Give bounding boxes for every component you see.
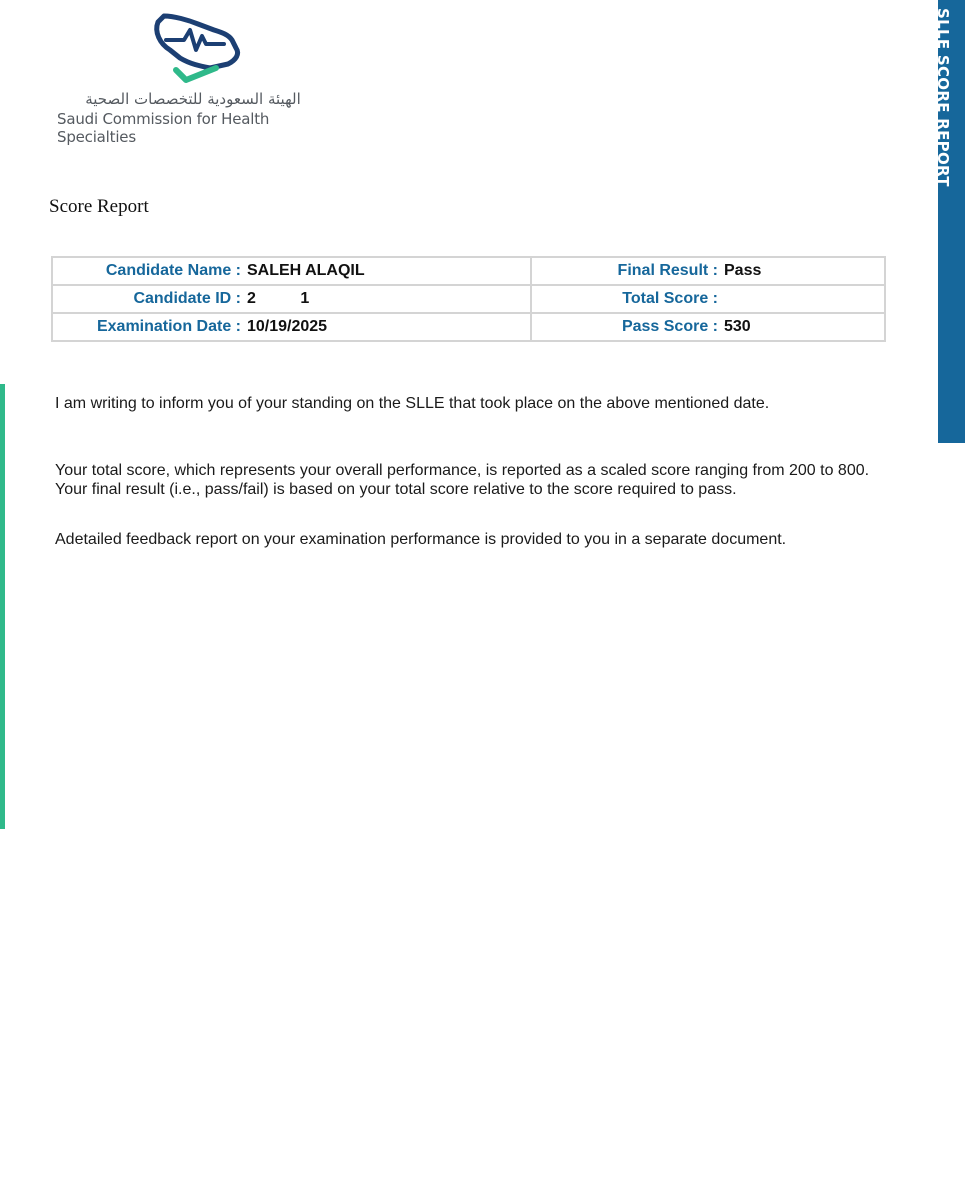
- candidate-id-value: 2 1: [247, 290, 310, 307]
- table-row: [52, 257, 885, 285]
- candidate-info-table: [51, 256, 886, 342]
- pass-score-label: Pass Score :: [621, 318, 718, 335]
- table-row: [52, 285, 885, 313]
- saudi-map-heartbeat-icon: [150, 10, 246, 90]
- exam-date-label: Examination Date :: [96, 318, 241, 335]
- page-title: Score Report: [49, 196, 149, 217]
- scfhs-logo: [52, 8, 342, 146]
- side-banner: [934, 0, 965, 443]
- pass-score-value: 530: [724, 318, 751, 335]
- final-result-value: Pass: [724, 262, 762, 279]
- candidate-name-label: Candidate Name :: [105, 262, 241, 279]
- candidate-id-label: Candidate ID :: [133, 290, 241, 307]
- left-accent-bar: [0, 384, 5, 829]
- table-row: [52, 313, 885, 341]
- logo-arabic-name: الهيئة السعودية للتخصصات الصحية: [85, 90, 301, 108]
- exam-date-value: 10/19/2025: [247, 318, 328, 335]
- final-result-label: Final Result :: [617, 262, 718, 279]
- side-banner-text: SLLE SCORE REPORT: [934, 8, 952, 187]
- total-score-label: Total Score :: [622, 290, 718, 307]
- logo-english-name: Saudi Commission for Health Specialties: [57, 110, 270, 146]
- candidate-name-value: SALEH ALAQIL: [247, 262, 365, 279]
- paragraph-scoring: Your total score, which represents your overall performance, is reported as a scaled score ranging from 200 to 800. Your final result (i.e., pass/fail) is based on your total score relative to the score required to pass.: [55, 462, 870, 498]
- paragraph-standing: I am writing to inform you of your standing on the SLLE that took place on the above mentioned date.: [55, 395, 770, 412]
- paragraph-feedback: Adetailed feedback report on your examination performance is provided to you in a separate document.: [55, 531, 787, 548]
